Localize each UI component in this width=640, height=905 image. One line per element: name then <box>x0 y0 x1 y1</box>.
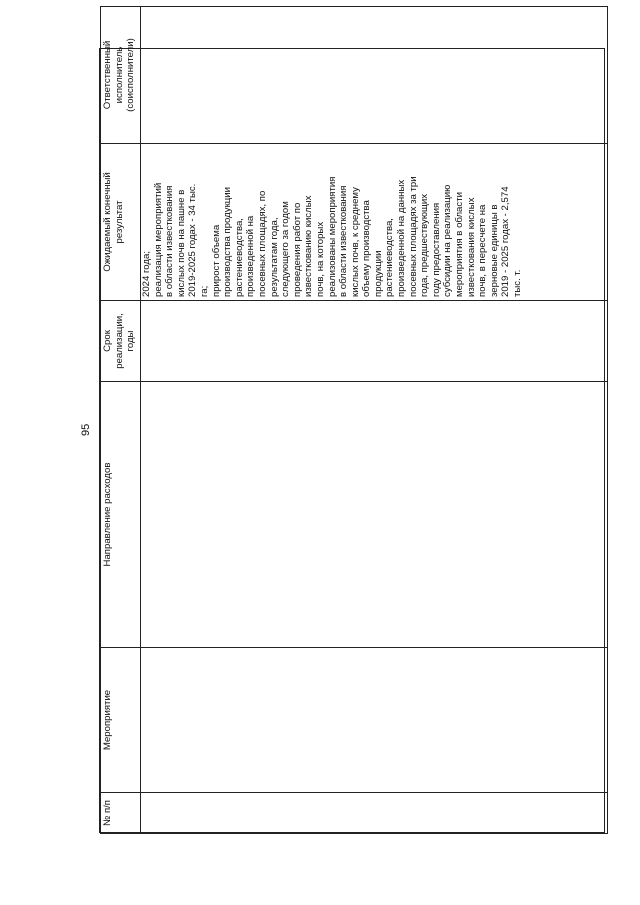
result-line: га; <box>198 285 210 297</box>
result-line: реализованы мероприятия <box>326 176 338 297</box>
cell-result <box>141 144 608 301</box>
result-line: следующего за годом <box>280 201 292 297</box>
result-line: продукции <box>372 250 384 297</box>
header-responsible <box>101 7 141 144</box>
result-line: результатам года, <box>268 217 280 297</box>
result-line: посевных площадях за три <box>407 176 419 297</box>
result-line: растениеводства, <box>384 218 396 297</box>
header-term-line3: годы <box>125 330 137 352</box>
result-line: 2019-2025 годах - 34 тыс. <box>187 183 199 297</box>
cell-number <box>141 793 608 834</box>
result-line: кислых почв на пашне в <box>175 189 187 297</box>
result-line: производства продукции <box>222 187 234 297</box>
cell-responsible <box>141 7 608 144</box>
header-responsible-line3: (соисполнители) <box>125 38 137 112</box>
result-line: известкования кислых <box>465 197 477 297</box>
result-line: посевных площадях, по <box>256 190 268 297</box>
result-line: произведенной на данных <box>396 179 408 297</box>
result-line: реализация мероприятий <box>152 182 164 297</box>
result-line: субсидии на реализацию <box>442 184 454 297</box>
result-line: кислых почв, к среднему <box>349 187 361 297</box>
program-events-table <box>100 6 608 834</box>
result-line: в области известкования <box>338 185 350 297</box>
result-line: объему производства <box>361 200 373 297</box>
result-line: зерновые единицы в <box>488 204 500 297</box>
header-result <box>101 144 141 301</box>
cell-direction <box>141 382 608 648</box>
header-result-line1: Ожидаемый конечный <box>102 172 113 272</box>
cell-event <box>141 648 608 793</box>
header-term-line2: реализации, <box>113 313 125 369</box>
header-responsible-line2: исполнитель <box>113 46 125 104</box>
result-line: почв, на которых <box>314 221 326 297</box>
document-sheet <box>99 38 605 833</box>
result-line: года, предшествующих <box>419 193 431 297</box>
result-line: растениеводства, <box>233 218 245 297</box>
table-row <box>141 7 608 834</box>
result-line: известкованию кислых <box>303 195 315 297</box>
cell-term <box>141 301 608 382</box>
result-line: 2024 года; <box>141 250 152 297</box>
page-number: 95 <box>80 423 92 436</box>
header-result-line2: результат <box>113 200 125 244</box>
result-line: почв, в пересчете на <box>477 204 489 297</box>
result-line: мероприятия в области <box>454 192 466 297</box>
result-line: в области известкования <box>164 185 176 297</box>
header-number: № п/п <box>101 793 141 834</box>
header-term-line1: Срок <box>102 330 113 352</box>
header-term <box>101 301 141 382</box>
result-line: произведенной на <box>245 215 257 297</box>
rotated-table-wrapper <box>100 38 606 834</box>
result-line: году предоставления <box>430 202 442 297</box>
header-responsible-line1: Ответственный <box>102 40 113 110</box>
header-event: Мероприятие <box>101 648 141 793</box>
result-line: тыс. т. <box>512 269 523 297</box>
result-line: прирост объема <box>210 224 222 297</box>
result-line: 2019 - 2025 годах - 2,574 <box>500 186 512 297</box>
table-header-row <box>101 7 141 834</box>
result-line: проведения работ по <box>291 202 303 297</box>
header-direction: Направление расходов <box>101 382 141 648</box>
